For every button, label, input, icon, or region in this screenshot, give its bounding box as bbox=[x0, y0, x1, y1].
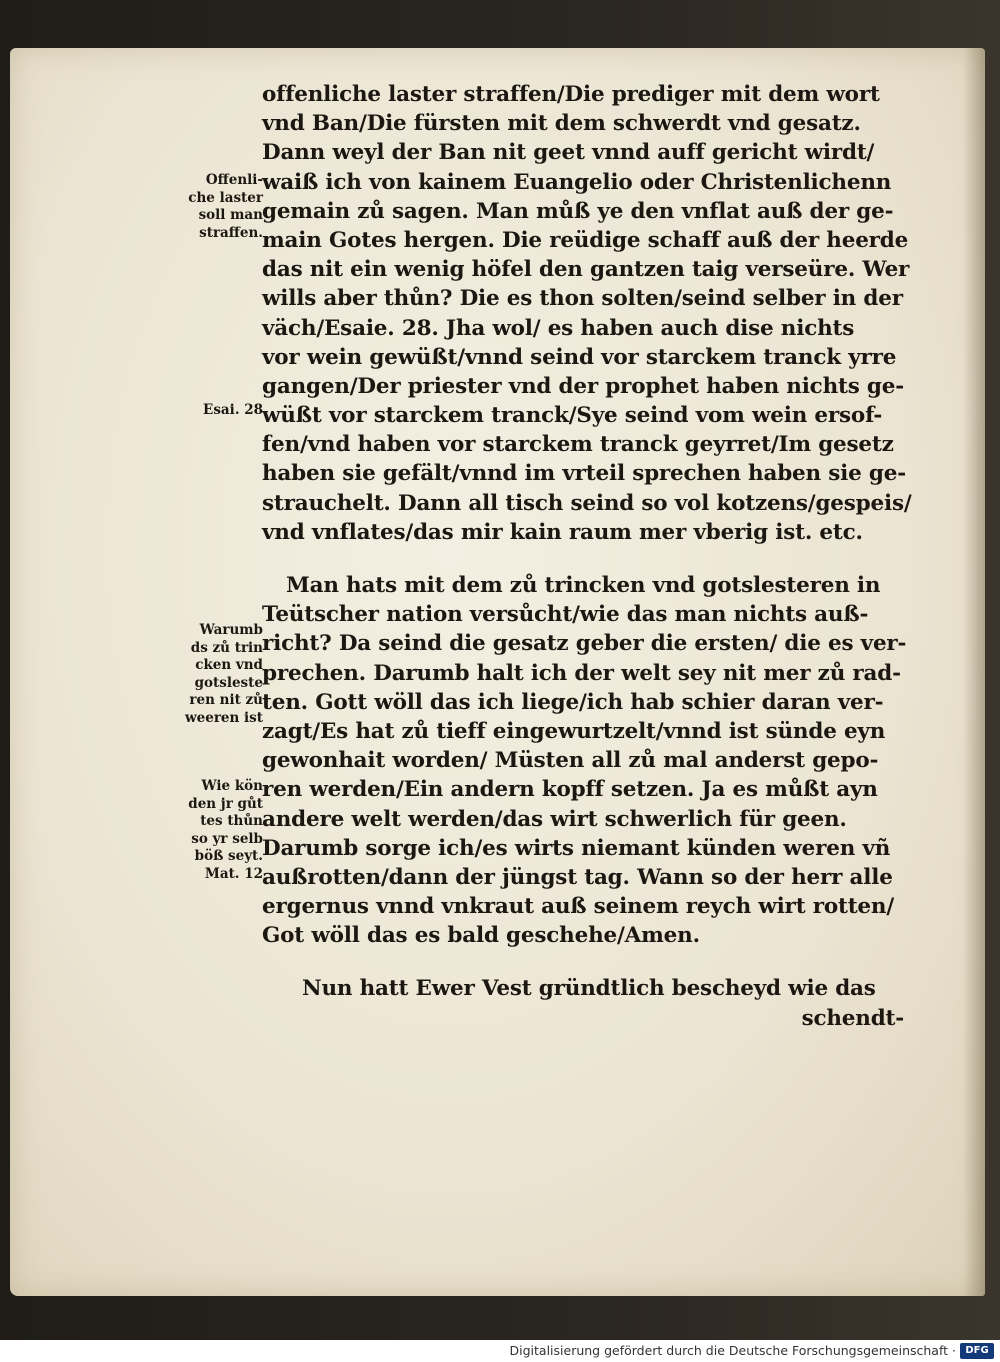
text-line: zagt/Es hat zů tieff eingewurtzelt/vnnd ist sünde eyn bbox=[262, 718, 886, 744]
text-line: andere welt werden/das wirt schwerlich für geen. bbox=[262, 806, 847, 832]
footer-bar bbox=[0, 1340, 1000, 1362]
margin-note-line: Wie kön bbox=[201, 778, 263, 794]
text-line: das nit ein wenig höfel den gantzen taig verseüre. Wer bbox=[262, 257, 910, 283]
text-line: vnd Ban/Die fürsten mit dem schwerdt vnd gesatz. bbox=[262, 111, 861, 137]
margin-note-line: ren nit zů bbox=[189, 692, 263, 708]
text-line: fen/vnd haben vor starckem tranck geyrret/Im gesetz bbox=[262, 432, 894, 458]
margin-note-line: che laster bbox=[188, 189, 263, 206]
margin-note-line: tes thůn bbox=[200, 813, 263, 829]
margin-note-line: Offenli- bbox=[205, 172, 263, 188]
margin-note bbox=[168, 778, 263, 883]
text-line: prechen. Darumb halt ich der welt sey nit mer zů rad- bbox=[262, 660, 901, 686]
text-line: vnd vnflates/das mir kain raum mer vberig ist. etc. bbox=[262, 519, 863, 545]
text-line: außrotten/dann der jüngst tag. Wann so der herr alle bbox=[262, 864, 893, 890]
page-edge-shadow bbox=[963, 48, 985, 1296]
text-line: ten. Gott wöll das ich liege/ich hab schier daran ver- bbox=[262, 689, 884, 715]
margin-note-line: Esai. 28 bbox=[203, 402, 263, 418]
margin-note-line: ds zů trin bbox=[190, 639, 263, 656]
margin-note bbox=[168, 172, 263, 242]
margin-note bbox=[168, 402, 263, 420]
text-line: Man hats mit dem zů trincken vnd gotslesteren in bbox=[286, 573, 881, 598]
text-line: Got wöll das es bald geschehe/Amen. bbox=[262, 923, 700, 949]
text-line: main Gotes hergen. Die reüdige schaff auß der heerde bbox=[262, 227, 909, 253]
text-line: Teütscher nation versůcht/wie das man nichts auß- bbox=[262, 602, 869, 628]
margin-note-line: soll man bbox=[198, 207, 263, 223]
text-line: Nun hatt Ewer Vest gründtlich bescheyd wie das bbox=[302, 976, 876, 1002]
margin-note-line: weeren ist bbox=[185, 709, 263, 726]
margin-note bbox=[168, 622, 263, 727]
margin-note-line: gotsleste bbox=[194, 674, 263, 691]
text-line: waiß ich von kainem Euangelio oder Christenlichenn bbox=[262, 169, 892, 195]
margin-note-line: Mat. 12 bbox=[204, 865, 263, 882]
text-line: Dann weyl der Ban nit geet vnnd auff gericht wirdt/ bbox=[262, 140, 875, 166]
text-line: offenliche laster straffen/Die prediger mit dem wort bbox=[262, 82, 880, 107]
text-line: vor wein gewüßt/vnnd seind vor starckem tranck yrre bbox=[262, 344, 897, 370]
paragraph-gap bbox=[262, 950, 922, 974]
margin-note-line: böß seyt. bbox=[194, 848, 263, 864]
text-line: gangen/Der priester vnd der prophet haben nichts ge- bbox=[262, 373, 904, 399]
dfg-logo-icon: DFG bbox=[960, 1343, 994, 1359]
text-line: ergernus vnnd vnkraut auß seinem reych wirt rotten/ bbox=[262, 894, 894, 920]
text-line: wills aber thůn? Die es thon solten/seind selber in der bbox=[262, 286, 903, 312]
margin-note-line: den jr gůt bbox=[188, 795, 263, 812]
paragraph-gap bbox=[262, 547, 922, 571]
funding-notice: Digitalisierung gefördert durch die Deutsche Forschungsgemeinschaft · bbox=[509, 1343, 956, 1358]
text-line: wüßt vor starckem tranck/Sye seind vom wein ersof- bbox=[262, 403, 883, 429]
margin-note-line: so yr selb bbox=[191, 830, 263, 847]
margin-note-line: cken vnd bbox=[195, 657, 263, 673]
main-text-block bbox=[262, 80, 922, 1033]
text-line: richt? Da seind die gesatz geber die ersten/ die es ver- bbox=[262, 631, 907, 657]
text-line: haben sie gefält/vnnd im vrteil sprechen haben sie ge- bbox=[262, 461, 906, 487]
text-line: väch/Esaie. 28. Jha wol/ es haben auch dise nichts bbox=[262, 315, 855, 341]
text-line: Darumb sorge ich/es wirts niemant künden weren vñ bbox=[262, 835, 891, 861]
catchword: schendt- bbox=[801, 1005, 904, 1031]
margin-note-line: straffen. bbox=[199, 224, 263, 241]
text-line: gewonhait worden/ Müsten all zů mal anderst gepo- bbox=[262, 748, 879, 774]
text-line: strauchelt. Dann all tisch seind so vol kotzens/gespeis/ bbox=[262, 490, 912, 516]
text-line: gemain zů sagen. Man můß ye den vnflat auß der ge- bbox=[262, 198, 894, 224]
margin-note-line: Warumb bbox=[199, 622, 263, 638]
text-line: ren werden/Ein andern kopff setzen. Ja es můßt ayn bbox=[262, 777, 878, 803]
